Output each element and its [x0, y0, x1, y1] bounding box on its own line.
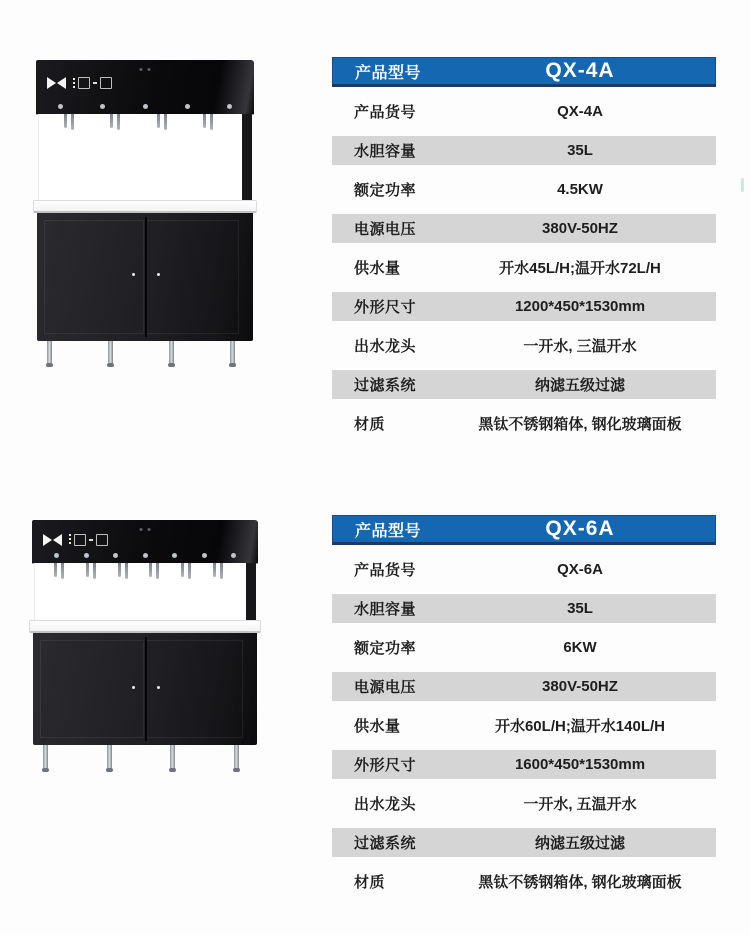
spec-header-model: QX-6A: [545, 517, 615, 540]
faucet-icon: [115, 563, 131, 581]
faucet-row: [35, 563, 242, 581]
cabinet-door-left: [44, 220, 144, 334]
indicator-dot-icon: [185, 104, 190, 109]
spec-row-label: 电源电压: [354, 679, 417, 696]
spec-row: [332, 253, 716, 282]
product-backsplash: [34, 563, 256, 620]
product-top-panel: [36, 60, 254, 114]
product-legs: [46, 341, 236, 367]
product-counter: [29, 620, 261, 633]
spec-row-value: 380V-50HZ: [542, 678, 618, 695]
spec-row-value: 4.5KW: [557, 181, 603, 198]
leg-icon: [42, 745, 49, 772]
spec-table-qx6a: [332, 515, 716, 896]
spec-header-label: 产品型号: [355, 522, 422, 540]
spec-rows: [332, 555, 716, 896]
panel-display-icon: [140, 68, 151, 71]
spec-row-value: 黑钛不锈钢箱体, 钢化玻璃面板: [478, 874, 682, 891]
spec-row-label: 额定功率: [354, 640, 417, 657]
spec-header-label: 产品型号: [355, 64, 422, 82]
logo-arrow-left-icon: [53, 534, 62, 546]
leg-icon: [233, 745, 240, 772]
door-handle-icon: [132, 686, 135, 689]
panel-display-icon: [140, 528, 151, 531]
brand-characters: [73, 77, 112, 89]
brand-logo-icon: [43, 533, 108, 547]
indicator-dot-icon: [227, 104, 232, 109]
indicator-dot-icon: [231, 553, 236, 558]
spec-table-header: [332, 57, 716, 87]
spec-row-label: 出水龙头: [354, 338, 417, 355]
spec-row-value: 6KW: [563, 639, 597, 656]
edge-watermark-artifact: [741, 178, 744, 192]
spec-row: [332, 594, 716, 623]
logo-arrow-left-icon: [57, 77, 66, 89]
panel-indicator-dots: [32, 553, 258, 558]
spec-row-value: 开水60L/H;温开水140L/H: [494, 718, 666, 735]
spec-header-model: QX-4A: [545, 59, 615, 82]
spec-row-label: 产品货号: [354, 562, 417, 579]
product-backsplash: [38, 114, 252, 200]
spec-row: [332, 97, 716, 126]
logo-arrow-right-icon: [47, 77, 56, 89]
spec-row-value: 380V-50HZ: [542, 220, 618, 237]
product-illustration-qx4a: [36, 60, 254, 368]
spec-row: [332, 633, 716, 662]
spec-row-label: 过滤系统: [354, 835, 417, 852]
spec-row-label: 额定功率: [354, 182, 417, 199]
product-cabinet: [33, 633, 257, 745]
spec-row-value: 纳滤五级过滤: [534, 835, 625, 852]
spec-row: [332, 214, 716, 243]
spec-row-label: 产品货号: [354, 104, 417, 121]
spec-row-label: 供水量: [354, 718, 401, 735]
spec-row-label: 水胆容量: [354, 143, 417, 160]
leg-icon: [229, 341, 236, 367]
spec-table-header: [332, 515, 716, 545]
leg-icon: [46, 341, 53, 367]
spec-row-label: 外形尺寸: [354, 757, 417, 774]
spec-row-value: QX-4A: [557, 103, 603, 120]
cabinet-door-left: [40, 640, 144, 738]
spec-row: [332, 711, 716, 740]
spec-row-label: 出水龙头: [354, 796, 417, 813]
indicator-dot-icon: [84, 553, 89, 558]
spec-row: [332, 409, 716, 438]
product-counter: [33, 200, 257, 213]
spec-row-label: 材质: [354, 416, 386, 433]
cabinet-door-right: [146, 640, 243, 738]
brand-characters: [69, 534, 108, 546]
indicator-dot-icon: [143, 104, 148, 109]
spec-row-value: QX-6A: [557, 561, 603, 578]
spec-row-label: 水胆容量: [354, 601, 417, 618]
leg-icon: [107, 341, 114, 367]
spec-row: [332, 672, 716, 701]
spec-row: [332, 867, 716, 896]
leg-icon: [106, 745, 113, 772]
faucet-icon: [61, 114, 77, 132]
indicator-dot-icon: [113, 553, 118, 558]
spec-row: [332, 136, 716, 165]
spec-table-qx4a: [332, 57, 716, 438]
faucet-icon: [51, 563, 67, 581]
faucet-icon: [154, 114, 170, 132]
spec-row-value: 一开水, 三温开水: [523, 338, 637, 355]
faucet-row: [39, 114, 238, 132]
indicator-dot-icon: [100, 104, 105, 109]
spec-row-value: 开水45L/H;温开水72L/H: [499, 260, 661, 277]
cabinet-door-seam: [145, 217, 147, 337]
product-legs: [42, 745, 240, 772]
cabinet-door-seam: [145, 637, 147, 741]
spec-row-value: 纳滤五级过滤: [534, 377, 625, 394]
product-top-panel: [32, 520, 258, 563]
logo-arrow-right-icon: [43, 534, 52, 546]
spec-row-label: 材质: [354, 874, 386, 891]
spec-row: [332, 555, 716, 584]
spec-row: [332, 789, 716, 818]
faucet-icon: [107, 114, 123, 132]
spec-rows: [332, 97, 716, 438]
door-handle-icon: [157, 686, 160, 689]
spec-row-label: 过滤系统: [354, 377, 417, 394]
spec-row-label: 供水量: [354, 260, 401, 277]
spec-row-value: 1600*450*1530mm: [514, 756, 646, 773]
faucet-icon: [210, 563, 226, 581]
indicator-dot-icon: [58, 104, 63, 109]
panel-indicator-dots: [36, 104, 254, 109]
indicator-dot-icon: [202, 553, 207, 558]
spec-row: [332, 175, 716, 204]
spec-row-value: 黑钛不锈钢箱体, 钢化玻璃面板: [478, 416, 682, 433]
cabinet-door-right: [146, 220, 239, 334]
spec-row: [332, 750, 716, 779]
faucet-icon: [146, 563, 162, 581]
spec-row-label: 外形尺寸: [354, 299, 417, 316]
indicator-dot-icon: [143, 553, 148, 558]
spec-row: [332, 331, 716, 360]
faucet-icon: [200, 114, 216, 132]
spec-row-label: 电源电压: [354, 221, 417, 238]
spec-row-value: 35L: [567, 600, 593, 617]
spec-row: [332, 292, 716, 321]
indicator-dot-icon: [54, 553, 59, 558]
indicator-dot-icon: [172, 553, 177, 558]
spec-row-value: 1200*450*1530mm: [514, 298, 646, 315]
product-cabinet: [37, 213, 253, 341]
faucet-icon: [178, 563, 194, 581]
spec-row: [332, 370, 716, 399]
spec-row-value: 一开水, 五温开水: [523, 796, 637, 813]
spec-row: [332, 828, 716, 857]
product-illustration-qx6a: [32, 520, 258, 772]
leg-icon: [168, 341, 175, 367]
spec-row-value: 35L: [567, 142, 593, 159]
brand-logo-icon: [47, 76, 112, 90]
leg-icon: [169, 745, 176, 772]
faucet-icon: [83, 563, 99, 581]
